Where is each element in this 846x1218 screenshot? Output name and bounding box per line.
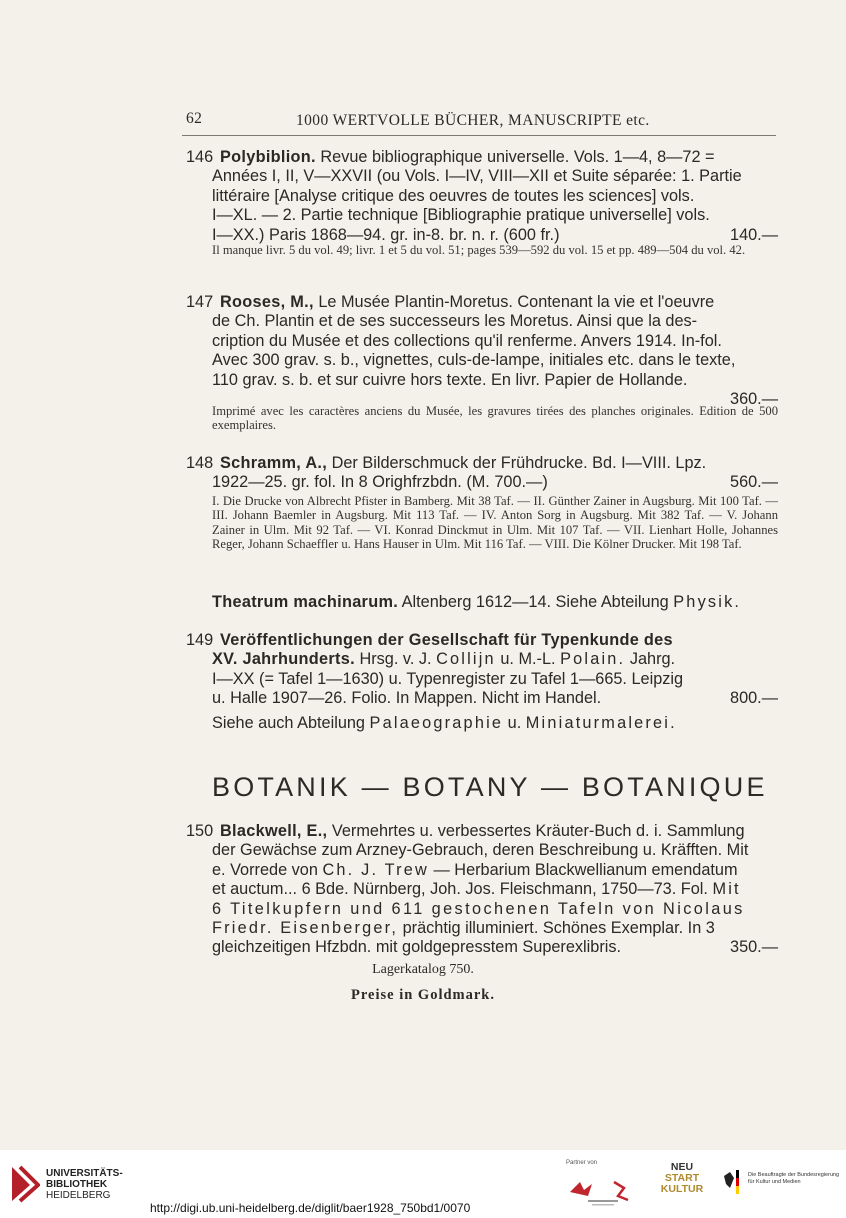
header-rule (182, 135, 776, 136)
see-also-ref: Palaeographie (369, 714, 504, 732)
entry-line: prächtig illuminiert. Schönes Exemplar. In 3 (402, 919, 715, 938)
entry-line: I—XX.) Paris 1868—94. gr. in-8. br. n. r. (600 fr.) (212, 225, 560, 244)
entry-line: Der Bilderschmuck der Frühdrucke. Bd. I—VIII. Lpz. (331, 454, 707, 472)
person-name: Ch. J. Trew (322, 860, 429, 879)
library-line: HEIDELBERG (46, 1190, 111, 1201)
entry-148 (186, 454, 778, 493)
entry-line: gleichzeitigen Hfzbdn. mit goldgepresstem Superexlibris. (212, 938, 622, 957)
entry-price: 800.— (730, 689, 778, 708)
library-name (46, 1168, 123, 1201)
entry-number: 149 (186, 631, 214, 649)
entry-price: 140.— (730, 225, 778, 244)
entry-line: Jahrg. (629, 650, 676, 669)
entry-note: I. Die Drucke von Albrecht Pfister in Bamberg. Mit 38 Taf. — II. Günther Zainer in Augsburg. Mit 100 Taf. — III. Johann Baemler in Augsburg. Mit 113 Taf. — IV. Anton Sorg in Augsburg. Mit 382 Taf. — V. Johann Zainer in Ulm. Mit 92 Taf. — VI. Konrad Dinckmut in Ulm. Mit 107 Taf. — VII. Lienhart Holle, Johannes Reger, Johann Schaeffler u. Hans Hauser in Ulm. Mit 116 Taf. — VIII. Die Kölner Drucker. Mit 198 Taf. (212, 494, 778, 552)
library-line: BIBLIOTHEK (46, 1179, 108, 1190)
neustart-line: KULTUR (660, 1183, 704, 1195)
entry-number: 150 (186, 822, 214, 840)
entry-title: Veröffentlichungen der Gesellschaft für Typenkunde des (220, 631, 673, 649)
partner-label: Partner von (566, 1160, 598, 1166)
entry-line-spaced: Mit (712, 880, 741, 899)
entry-title: Theatrum machinarum. (212, 593, 399, 611)
entry-author: Polybiblion. (220, 148, 316, 166)
see-also (212, 714, 778, 733)
entry-line: u. M.-L. (500, 650, 556, 669)
prices-note: Preise in Goldmark. (351, 987, 495, 1003)
running-title: 1000 WERTVOLLE BÜCHER, MANUSCRIPTE etc. (296, 112, 650, 129)
entry-line-spaced: 6 Titelkupfern und 611 gestochenen Tafeln von Nicolaus (212, 899, 745, 918)
entry-price: 560.— (730, 473, 778, 492)
partner-logo-icon (566, 1170, 640, 1210)
entry-title-cont: XV. Jahrhunderts. (212, 650, 355, 669)
entry-line: 1922—25. gr. fol. In 8 Orighfrzbdn. (M. 700.—) (212, 473, 548, 492)
entry-theatrum (212, 593, 778, 612)
entry-price: 350.— (730, 938, 778, 957)
entry-author: Schramm, A., (220, 454, 328, 472)
entry-line: Le Musée Plantin-Moretus. Contenant la vie et l'oeuvre (318, 293, 715, 311)
entry-line: Vermehrtes u. verbessertes Kräuter-Buch d. i. Sammlung (331, 822, 745, 840)
neustart-kultur-logo (660, 1162, 704, 1208)
entry-147 (186, 293, 778, 409)
entry-line: Altenberg 1612—14. Siehe Abteilung (401, 593, 669, 611)
entry-line: e. Vorrede von (212, 860, 318, 879)
entry-line: u. Halle 1907—26. Folio. In Mappen. Nicht im Handel. (212, 689, 602, 708)
see-also-mid: u. (507, 714, 522, 732)
entry-note: Il manque livr. 5 du vol. 49; livr. 1 et 5 du vol. 51; pages 539—592 du vol. 15 et pp. 489—504 du vol. 42. (212, 243, 746, 257)
entry-number: 148 (186, 454, 214, 472)
entry-line: de Ch. Plantin et de ses successeurs les Moretus. Ainsi que la des- (212, 312, 698, 331)
permalink-url[interactable]: http://digi.ub.uni-heidelberg.de/diglit/baer1928_750bd1/0070 (150, 1201, 471, 1215)
section-title: BOTANIK — BOTANY — BOTANIQUE (212, 772, 768, 802)
entry-line: I—XL. — 2. Partie technique [Bibliographie pratique universelle] vols. (212, 206, 710, 225)
entry-line: 110 grav. s. b. et sur cuivre hors texte. En livr. Papier de Hollande. (212, 370, 688, 389)
editor-name: Polain. (560, 650, 626, 669)
library-line: UNIVERSITÄTS- (46, 1168, 123, 1179)
library-logo-icon (10, 1163, 40, 1203)
entry-price: 360.— (730, 390, 778, 409)
person-name: Friedr. Eisenberger, (212, 919, 399, 938)
neustart-line: NEU (670, 1161, 694, 1173)
entry-146 (186, 148, 778, 245)
entry-line: Années I, II, V—XXVII (ou Vols. I—IV, VIII—XII et Suite séparée: 1. Partie (212, 167, 742, 186)
see-also-prefix: Siehe auch Abteilung (212, 714, 365, 732)
entry-number: 147 (186, 293, 214, 311)
entry-line: Hrsg. v. J. (359, 650, 432, 669)
page-number: 62 (186, 110, 203, 127)
federal-commissioner (748, 1172, 839, 1185)
entry-line: — Herbarium Blackwellianum emendatum (433, 860, 738, 879)
entry-line: Revue bibliographique universelle. Vols. 1—4, 8—72 = (320, 148, 715, 166)
entry-line: der Gewächse zum Arzney-Gebrauch, deren Beschreibung u. Kräfften. Mit (212, 841, 749, 860)
entry-number: 146 (186, 148, 214, 166)
entry-line: I—XX (= Tafel 1—1630) u. Typenregister zu Tafel 1—665. Leipzig (212, 669, 684, 688)
entry-line: cription du Musée et des collections qu'il renferme. Anvers 1914. In-fol. (212, 331, 722, 350)
see-also-ref: Miniaturmalerei. (525, 714, 677, 732)
entry-reference: Physik. (673, 593, 742, 611)
entry-author: Blackwell, E., (220, 822, 328, 840)
entry-line: et auctum... 6 Bde. Nürnberg, Joh. Jos. Fleischmann, 1750—73. Fol. (212, 880, 708, 899)
entry-note: Imprimé avec les caractères anciens du Musée, les gravures tirées des planches originales. Edition de 500 exemplaires. (212, 404, 778, 433)
catalog-label: Lagerkatalog 750. (372, 962, 474, 977)
entry-150 (186, 822, 778, 958)
neustart-line: START (664, 1172, 700, 1184)
federal-text-line: Die Beauftragte der Bundesregierung (748, 1172, 840, 1178)
entry-line: littéraire [Analyse critique des oeuvres de toutes les sciences] vols. (212, 186, 695, 205)
entry-line: Avec 300 grav. s. b., vignettes, culs-de-lampe, initiales etc. dans le texte, (212, 351, 736, 370)
federal-text-line: für Kultur und Medien (748, 1178, 801, 1185)
entry-author: Rooses, M., (220, 293, 314, 311)
editor-name: Collijn (436, 650, 496, 669)
entry-149 (186, 631, 778, 709)
